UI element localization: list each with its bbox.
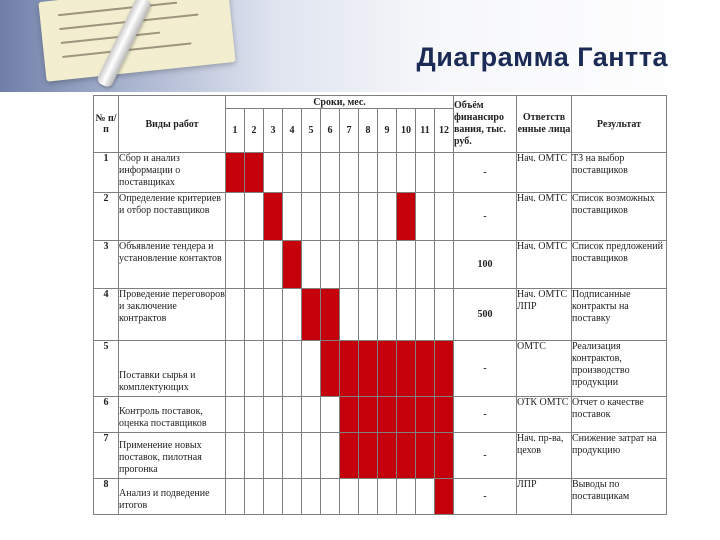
gantt-cell [340, 153, 359, 193]
responsible-person: Нач. ОМТС [517, 193, 572, 241]
gantt-bar [416, 397, 435, 433]
gantt-bar [359, 341, 378, 397]
header-terms: Сроки, мес. [226, 96, 454, 109]
gantt-cell [302, 341, 321, 397]
responsible-person: Нач. ОМТС [517, 241, 572, 289]
gantt-bar [435, 341, 454, 397]
gantt-cell [264, 433, 283, 479]
row-number: 8 [94, 479, 119, 515]
gantt-cell [397, 241, 416, 289]
row-number: 4 [94, 289, 119, 341]
gantt-cell [283, 397, 302, 433]
gantt-cell [264, 341, 283, 397]
gantt-cell [435, 153, 454, 193]
finance-volume: - [454, 479, 517, 515]
responsible-person: Нач. пр-ва, цехов [517, 433, 572, 479]
header-responsible: Ответств енные лица [517, 96, 572, 153]
gantt-cell [264, 479, 283, 515]
gantt-cell [416, 153, 435, 193]
month-header: 1 [226, 109, 245, 153]
table-row [94, 153, 667, 193]
gantt-cell [302, 397, 321, 433]
gantt-cell [226, 241, 245, 289]
work-type: Проведение переговоров и заключение контрактов [119, 289, 226, 341]
finance-volume: - [454, 193, 517, 241]
work-type: Определение критериев и отбор поставщиков [119, 193, 226, 241]
result: Отчет о качестве поставок [572, 397, 667, 433]
finance-volume: - [454, 397, 517, 433]
gantt-cell [302, 479, 321, 515]
gantt-bar [416, 433, 435, 479]
gantt-bar [321, 341, 340, 397]
gantt-cell [245, 397, 264, 433]
gantt-cell [435, 289, 454, 341]
table-row [94, 397, 667, 433]
month-header: 5 [302, 109, 321, 153]
gantt-cell [378, 193, 397, 241]
gantt-bar [264, 193, 283, 241]
gantt-cell [321, 193, 340, 241]
gantt-cell [245, 241, 264, 289]
row-number: 5 [94, 341, 119, 397]
gantt-cell [321, 433, 340, 479]
gantt-bar [340, 341, 359, 397]
table-row [94, 341, 667, 397]
header-num: № п/п [94, 96, 119, 153]
gantt-bar [435, 433, 454, 479]
month-header: 3 [264, 109, 283, 153]
gantt-cell [416, 241, 435, 289]
gantt-cell [283, 433, 302, 479]
work-type: Применение новых поставок, пилотная прогонка [119, 433, 226, 479]
gantt-bar [435, 479, 454, 515]
gantt-cell [264, 153, 283, 193]
work-type: Объявление тендера и установление контактов [119, 241, 226, 289]
page-title: Диаграмма Гантта [416, 42, 668, 72]
gantt-bar [340, 397, 359, 433]
header-result: Результат [572, 96, 667, 153]
row-number: 2 [94, 193, 119, 241]
responsible-person: ОТК ОМТС [517, 397, 572, 433]
gantt-cell [378, 241, 397, 289]
gantt-cell [226, 193, 245, 241]
gantt-cell [302, 193, 321, 241]
month-header: 8 [359, 109, 378, 153]
gantt-cell [378, 479, 397, 515]
gantt-cell [321, 479, 340, 515]
work-type: Поставки сырья и комплектующих [119, 341, 226, 397]
gantt-cell [302, 433, 321, 479]
gantt-cell [397, 479, 416, 515]
gantt-cell [435, 241, 454, 289]
responsible-person: ЛПР [517, 479, 572, 515]
gantt-cell [321, 241, 340, 289]
gantt-cell [226, 397, 245, 433]
result: Список возможных поставщиков [572, 193, 667, 241]
gantt-cell [435, 193, 454, 241]
result: Снижение затрат на продукцию [572, 433, 667, 479]
gantt-bar [245, 153, 264, 193]
gantt-bar [397, 433, 416, 479]
gantt-cell [264, 289, 283, 341]
work-type: Контроль поставок, оценка поставщиков [119, 397, 226, 433]
month-header: 10 [397, 109, 416, 153]
gantt-cell [245, 479, 264, 515]
gantt-bar [416, 341, 435, 397]
work-type: Сбор и анализ информации о поставщиках [119, 153, 226, 193]
header-works: Виды работ [119, 96, 226, 153]
gantt-cell [245, 341, 264, 397]
table-row [94, 289, 667, 341]
header-volume: Объём финансиро вания, тыс. руб. [454, 96, 517, 153]
month-header: 7 [340, 109, 359, 153]
finance-volume: - [454, 153, 517, 193]
gantt-bar [397, 193, 416, 241]
gantt-cell [416, 479, 435, 515]
gantt-table [93, 95, 667, 515]
gantt-cell [340, 193, 359, 241]
gantt-bar [283, 241, 302, 289]
gantt-bar [378, 341, 397, 397]
finance-volume: 100 [454, 241, 517, 289]
gantt-cell [245, 433, 264, 479]
gantt-cell [264, 241, 283, 289]
result: Реализация контрактов, производство продукции [572, 341, 667, 397]
row-number: 6 [94, 397, 119, 433]
responsible-person: ОМТС [517, 341, 572, 397]
gantt-cell [283, 341, 302, 397]
gantt-bar [378, 433, 397, 479]
responsible-person: Нач. ОМТС ЛПР [517, 289, 572, 341]
result: Список предложений поставщиков [572, 241, 667, 289]
gantt-body [94, 153, 667, 515]
table-row [94, 193, 667, 241]
gantt-cell [302, 153, 321, 193]
gantt-cell [226, 433, 245, 479]
gantt-cell [226, 289, 245, 341]
finance-volume: - [454, 433, 517, 479]
gantt-cell [283, 153, 302, 193]
gantt-cell [359, 289, 378, 341]
gantt-bar [397, 397, 416, 433]
gantt-cell [264, 397, 283, 433]
gantt-cell [340, 289, 359, 341]
gantt-bar [359, 433, 378, 479]
month-header: 4 [283, 109, 302, 153]
month-header: 11 [416, 109, 435, 153]
gantt-bar [226, 153, 245, 193]
responsible-person: Нач. ОМТС [517, 153, 572, 193]
gantt-bar [378, 397, 397, 433]
table-row [94, 241, 667, 289]
gantt-cell [359, 193, 378, 241]
finance-volume: - [454, 341, 517, 397]
gantt-bar [340, 433, 359, 479]
row-number: 1 [94, 153, 119, 193]
result: Выводы по поставщикам [572, 479, 667, 515]
gantt-cell [245, 289, 264, 341]
month-header: 9 [378, 109, 397, 153]
row-number: 7 [94, 433, 119, 479]
gantt-cell [397, 153, 416, 193]
month-header: 6 [321, 109, 340, 153]
gantt-cell [226, 479, 245, 515]
gantt-cell [283, 193, 302, 241]
gantt-cell [378, 153, 397, 193]
gantt-cell [359, 153, 378, 193]
gantt-cell [416, 289, 435, 341]
table-row [94, 433, 667, 479]
month-header: 2 [245, 109, 264, 153]
gantt-bar [359, 397, 378, 433]
finance-volume: 500 [454, 289, 517, 341]
month-header: 12 [435, 109, 454, 153]
gantt-bar [321, 289, 340, 341]
gantt-bar [302, 289, 321, 341]
gantt-cell [416, 193, 435, 241]
gantt-bar [435, 397, 454, 433]
gantt-cell [378, 289, 397, 341]
gantt-cell [321, 397, 340, 433]
table-row [94, 479, 667, 515]
result: ТЗ на выбор поставщиков [572, 153, 667, 193]
gantt-cell [321, 153, 340, 193]
row-number: 3 [94, 241, 119, 289]
gantt-bar [397, 341, 416, 397]
result: Подписанные контракты на поставку [572, 289, 667, 341]
gantt-cell [283, 479, 302, 515]
gantt-cell [359, 479, 378, 515]
gantt-cell [302, 241, 321, 289]
work-type: Анализ и подведение итогов [119, 479, 226, 515]
gantt-cell [397, 289, 416, 341]
gantt-cell [283, 289, 302, 341]
gantt-cell [359, 241, 378, 289]
gantt-cell [340, 241, 359, 289]
gantt-cell [340, 479, 359, 515]
gantt-cell [226, 341, 245, 397]
gantt-cell [245, 193, 264, 241]
